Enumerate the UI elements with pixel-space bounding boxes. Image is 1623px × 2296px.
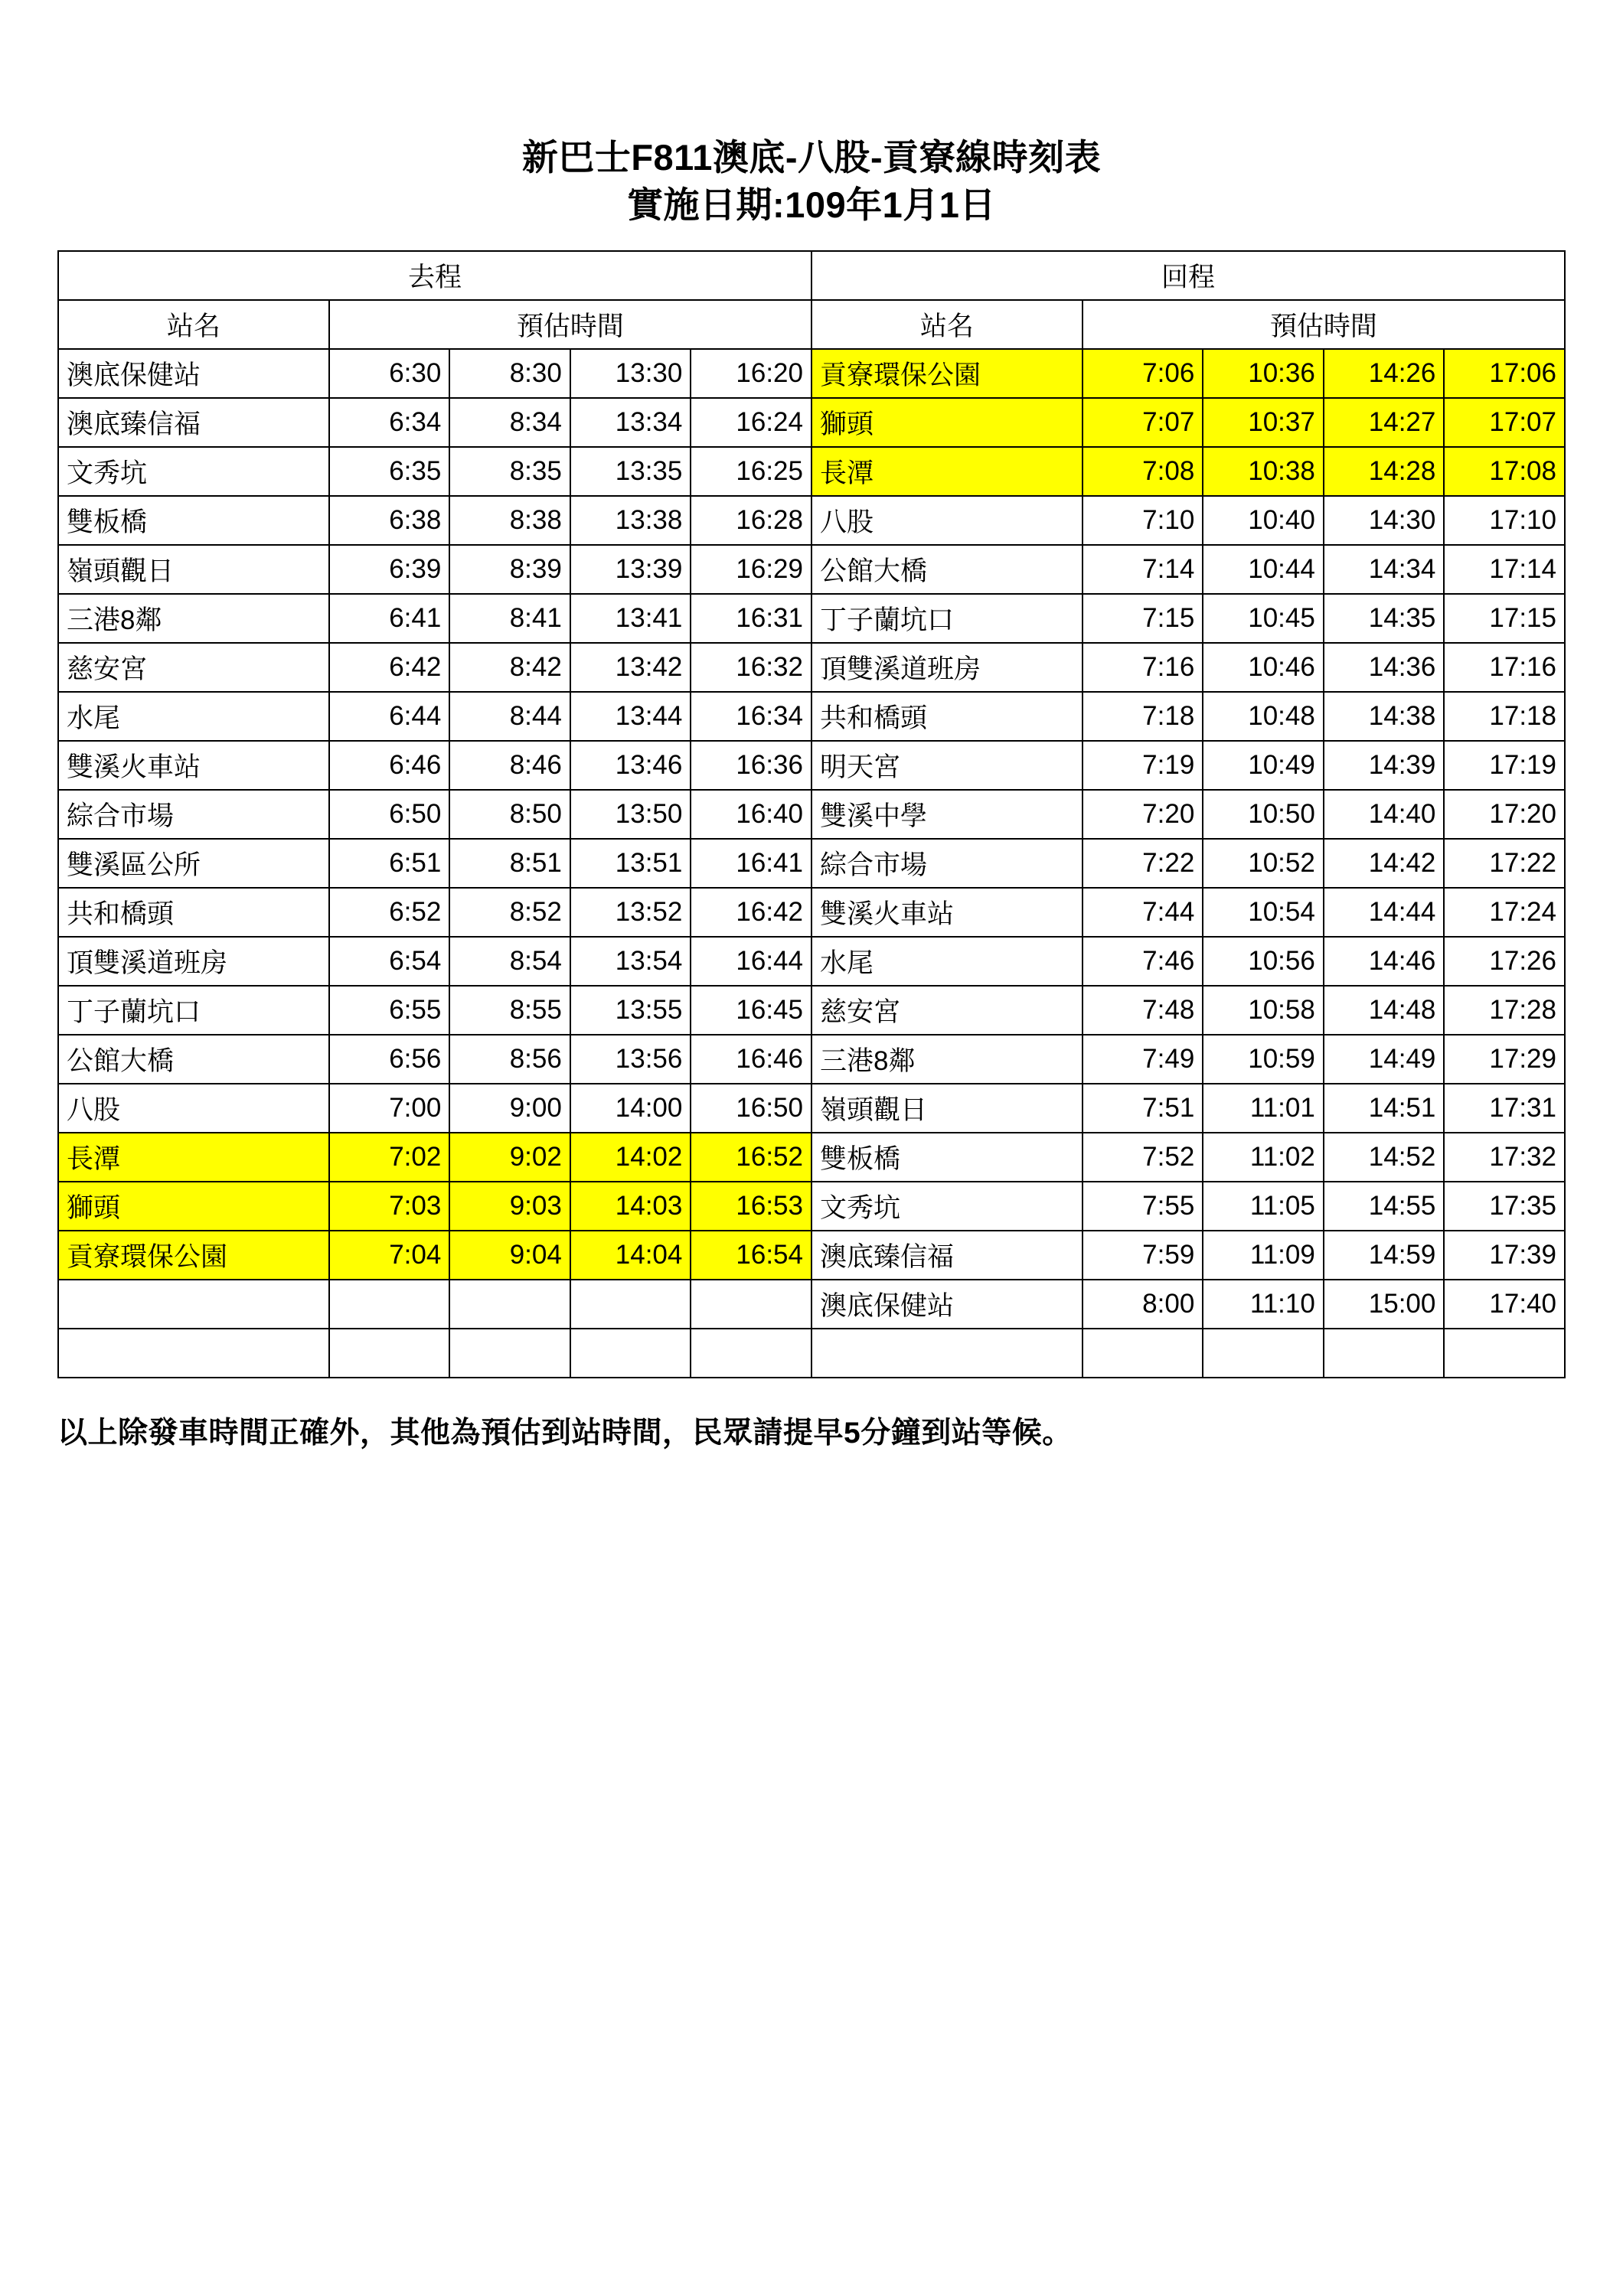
departure-time-inbound: 17:15 bbox=[1444, 594, 1565, 643]
departure-time-outbound: 14:00 bbox=[570, 1084, 691, 1133]
table-row bbox=[58, 643, 1565, 692]
stop-name-inbound bbox=[812, 1329, 1083, 1378]
departure-time-inbound bbox=[1324, 1329, 1445, 1378]
table-row bbox=[58, 594, 1565, 643]
departure-time-inbound: 7:08 bbox=[1083, 447, 1203, 496]
departure-time-inbound: 7:19 bbox=[1083, 741, 1203, 790]
stop-name-inbound: 獅頭 bbox=[812, 398, 1083, 447]
table-row bbox=[58, 447, 1565, 496]
table-row bbox=[58, 398, 1565, 447]
departure-time-outbound: 9:04 bbox=[449, 1231, 570, 1280]
departure-time-outbound: 16:53 bbox=[691, 1182, 812, 1231]
table-row bbox=[58, 1182, 1565, 1231]
departure-time-outbound: 16:25 bbox=[691, 447, 812, 496]
departure-time-outbound: 13:50 bbox=[570, 790, 691, 839]
departure-time-outbound: 8:55 bbox=[449, 986, 570, 1035]
departure-time-inbound: 11:10 bbox=[1203, 1280, 1324, 1329]
stop-name-inbound: 頂雙溪道班房 bbox=[812, 643, 1083, 692]
table-row bbox=[58, 741, 1565, 790]
departure-time-outbound: 6:51 bbox=[329, 839, 450, 888]
departure-time-outbound: 13:55 bbox=[570, 986, 691, 1035]
stop-name-outbound: 貢寮環保公園 bbox=[58, 1231, 329, 1280]
departure-time-inbound: 8:00 bbox=[1083, 1280, 1203, 1329]
departure-time-outbound: 14:02 bbox=[570, 1133, 691, 1182]
departure-time-inbound: 17:22 bbox=[1444, 839, 1565, 888]
stop-name-outbound: 雙溪火車站 bbox=[58, 741, 329, 790]
departure-time-outbound: 13:41 bbox=[570, 594, 691, 643]
departure-time-outbound: 6:50 bbox=[329, 790, 450, 839]
departure-time-outbound: 13:52 bbox=[570, 888, 691, 937]
departure-time-inbound: 7:55 bbox=[1083, 1182, 1203, 1231]
departure-time-inbound: 17:39 bbox=[1444, 1231, 1565, 1280]
departure-time-outbound: 16:31 bbox=[691, 594, 812, 643]
departure-time-outbound: 7:00 bbox=[329, 1084, 450, 1133]
departure-time-inbound: 14:51 bbox=[1324, 1084, 1445, 1133]
col-header-time-inbound: 預估時間 bbox=[1083, 300, 1565, 349]
departure-time-inbound: 10:44 bbox=[1203, 545, 1324, 594]
departure-time-outbound: 7:02 bbox=[329, 1133, 450, 1182]
departure-time-inbound: 10:49 bbox=[1203, 741, 1324, 790]
stop-name-inbound: 慈安宮 bbox=[812, 986, 1083, 1035]
stop-name-outbound: 嶺頭觀日 bbox=[58, 545, 329, 594]
stop-name-outbound: 丁子蘭坑口 bbox=[58, 986, 329, 1035]
departure-time-inbound bbox=[1203, 1329, 1324, 1378]
departure-time-outbound: 6:39 bbox=[329, 545, 450, 594]
departure-time-inbound: 17:32 bbox=[1444, 1133, 1565, 1182]
departure-time-inbound: 7:16 bbox=[1083, 643, 1203, 692]
departure-time-outbound: 8:56 bbox=[449, 1035, 570, 1084]
departure-time-inbound: 10:54 bbox=[1203, 888, 1324, 937]
stop-name-outbound bbox=[58, 1280, 329, 1329]
departure-time-outbound: 6:35 bbox=[329, 447, 450, 496]
table-row bbox=[58, 1035, 1565, 1084]
stop-name-outbound: 長潭 bbox=[58, 1133, 329, 1182]
departure-time-inbound: 7:07 bbox=[1083, 398, 1203, 447]
departure-time-inbound: 14:26 bbox=[1324, 349, 1445, 398]
departure-time-outbound: 6:56 bbox=[329, 1035, 450, 1084]
departure-time-inbound bbox=[1444, 1329, 1565, 1378]
table-row bbox=[58, 692, 1565, 741]
table-row bbox=[58, 839, 1565, 888]
departure-time-outbound: 8:51 bbox=[449, 839, 570, 888]
departure-time-outbound: 9:00 bbox=[449, 1084, 570, 1133]
stop-name-inbound: 共和橋頭 bbox=[812, 692, 1083, 741]
departure-time-outbound: 16:50 bbox=[691, 1084, 812, 1133]
table-row bbox=[58, 349, 1565, 398]
departure-time-inbound: 10:58 bbox=[1203, 986, 1324, 1035]
stop-name-inbound: 八股 bbox=[812, 496, 1083, 545]
departure-time-inbound: 17:20 bbox=[1444, 790, 1565, 839]
departure-time-inbound: 14:46 bbox=[1324, 937, 1445, 986]
departure-time-inbound: 14:34 bbox=[1324, 545, 1445, 594]
stop-name-outbound: 慈安宮 bbox=[58, 643, 329, 692]
departure-time-inbound: 14:39 bbox=[1324, 741, 1445, 790]
departure-time-outbound: 13:34 bbox=[570, 398, 691, 447]
departure-time-inbound: 17:14 bbox=[1444, 545, 1565, 594]
stop-name-outbound: 文秀坑 bbox=[58, 447, 329, 496]
departure-time-inbound: 17:40 bbox=[1444, 1280, 1565, 1329]
departure-time-inbound: 7:52 bbox=[1083, 1133, 1203, 1182]
stop-name-inbound: 丁子蘭坑口 bbox=[812, 594, 1083, 643]
departure-time-outbound: 13:56 bbox=[570, 1035, 691, 1084]
departure-time-inbound: 15:00 bbox=[1324, 1280, 1445, 1329]
departure-time-inbound: 14:28 bbox=[1324, 447, 1445, 496]
departure-time-outbound: 14:03 bbox=[570, 1182, 691, 1231]
departure-time-inbound: 7:06 bbox=[1083, 349, 1203, 398]
departure-time-outbound: 16:28 bbox=[691, 496, 812, 545]
departure-time-inbound: 10:59 bbox=[1203, 1035, 1324, 1084]
departure-time-outbound: 7:03 bbox=[329, 1182, 450, 1231]
departure-time-outbound: 13:35 bbox=[570, 447, 691, 496]
stop-name-outbound: 澳底臻信福 bbox=[58, 398, 329, 447]
col-header-stop-outbound: 站名 bbox=[58, 300, 329, 349]
departure-time-inbound: 17:06 bbox=[1444, 349, 1565, 398]
stop-name-inbound: 文秀坑 bbox=[812, 1182, 1083, 1231]
departure-time-outbound: 6:44 bbox=[329, 692, 450, 741]
departure-time-outbound: 8:44 bbox=[449, 692, 570, 741]
stop-name-inbound: 綜合市場 bbox=[812, 839, 1083, 888]
departure-time-inbound: 17:19 bbox=[1444, 741, 1565, 790]
departure-time-outbound: 16:24 bbox=[691, 398, 812, 447]
departure-time-outbound: 8:35 bbox=[449, 447, 570, 496]
departure-time-outbound: 13:44 bbox=[570, 692, 691, 741]
departure-time-inbound: 7:49 bbox=[1083, 1035, 1203, 1084]
departure-time-outbound: 6:46 bbox=[329, 741, 450, 790]
departure-time-inbound: 7:10 bbox=[1083, 496, 1203, 545]
departure-time-outbound bbox=[691, 1329, 812, 1378]
departure-time-outbound bbox=[570, 1280, 691, 1329]
footnote: 以上除發車時間正確外，其他為預估到站時間，民眾請提早5分鐘到站等候。 bbox=[57, 1417, 1073, 1450]
stop-name-inbound: 澳底保健站 bbox=[812, 1280, 1083, 1329]
departure-time-inbound: 17:07 bbox=[1444, 398, 1565, 447]
departure-time-inbound: 14:30 bbox=[1324, 496, 1445, 545]
departure-time-outbound: 8:52 bbox=[449, 888, 570, 937]
departure-time-outbound: 13:38 bbox=[570, 496, 691, 545]
departure-time-outbound bbox=[449, 1280, 570, 1329]
departure-time-outbound: 14:04 bbox=[570, 1231, 691, 1280]
departure-time-inbound: 11:09 bbox=[1203, 1231, 1324, 1280]
departure-time-inbound: 7:51 bbox=[1083, 1084, 1203, 1133]
departure-time-inbound: 10:37 bbox=[1203, 398, 1324, 447]
departure-time-outbound: 16:52 bbox=[691, 1133, 812, 1182]
stop-name-inbound: 貢寮環保公園 bbox=[812, 349, 1083, 398]
departure-time-inbound: 17:31 bbox=[1444, 1084, 1565, 1133]
departure-time-inbound: 10:50 bbox=[1203, 790, 1324, 839]
table-row bbox=[58, 1084, 1565, 1133]
departure-time-inbound: 17:18 bbox=[1444, 692, 1565, 741]
departure-time-outbound: 8:42 bbox=[449, 643, 570, 692]
stop-name-outbound: 綜合市場 bbox=[58, 790, 329, 839]
stop-name-inbound: 雙溪火車站 bbox=[812, 888, 1083, 937]
departure-time-inbound: 10:40 bbox=[1203, 496, 1324, 545]
departure-time-inbound: 7:15 bbox=[1083, 594, 1203, 643]
timetable-wrap bbox=[57, 250, 1566, 1378]
departure-time-inbound: 7:14 bbox=[1083, 545, 1203, 594]
col-header-stop-inbound: 站名 bbox=[812, 300, 1083, 349]
stop-name-outbound: 三港8鄰 bbox=[58, 594, 329, 643]
departure-time-inbound: 10:48 bbox=[1203, 692, 1324, 741]
table-row bbox=[58, 1280, 1565, 1329]
departure-time-inbound: 10:46 bbox=[1203, 643, 1324, 692]
departure-time-inbound: 11:01 bbox=[1203, 1084, 1324, 1133]
departure-time-outbound: 13:42 bbox=[570, 643, 691, 692]
departure-time-inbound: 10:38 bbox=[1203, 447, 1324, 496]
departure-time-inbound: 14:59 bbox=[1324, 1231, 1445, 1280]
stop-name-outbound bbox=[58, 1329, 329, 1378]
departure-time-outbound: 16:36 bbox=[691, 741, 812, 790]
col-header-time-outbound: 預估時間 bbox=[329, 300, 812, 349]
departure-time-outbound: 8:46 bbox=[449, 741, 570, 790]
timetable bbox=[57, 250, 1566, 1378]
table-row bbox=[58, 1329, 1565, 1378]
departure-time-outbound: 9:03 bbox=[449, 1182, 570, 1231]
departure-time-outbound: 6:52 bbox=[329, 888, 450, 937]
departure-time-inbound: 10:36 bbox=[1203, 349, 1324, 398]
departure-time-outbound: 7:04 bbox=[329, 1231, 450, 1280]
departure-time-outbound bbox=[691, 1280, 812, 1329]
departure-time-inbound: 7:59 bbox=[1083, 1231, 1203, 1280]
table-row bbox=[58, 986, 1565, 1035]
departure-time-inbound: 7:20 bbox=[1083, 790, 1203, 839]
departure-time-inbound: 14:36 bbox=[1324, 643, 1445, 692]
stop-name-inbound: 水尾 bbox=[812, 937, 1083, 986]
departure-time-outbound: 16:20 bbox=[691, 349, 812, 398]
group-header-inbound: 回程 bbox=[812, 251, 1565, 300]
table-row bbox=[58, 790, 1565, 839]
title-block bbox=[0, 0, 1623, 229]
stop-name-outbound: 水尾 bbox=[58, 692, 329, 741]
departure-time-outbound: 13:39 bbox=[570, 545, 691, 594]
departure-time-inbound: 14:48 bbox=[1324, 986, 1445, 1035]
departure-time-outbound: 16:44 bbox=[691, 937, 812, 986]
departure-time-inbound: 14:49 bbox=[1324, 1035, 1445, 1084]
table-row bbox=[58, 937, 1565, 986]
departure-time-inbound bbox=[1083, 1329, 1203, 1378]
departure-time-inbound: 17:28 bbox=[1444, 986, 1565, 1035]
departure-time-outbound: 8:30 bbox=[449, 349, 570, 398]
departure-time-inbound: 14:52 bbox=[1324, 1133, 1445, 1182]
departure-time-inbound: 7:22 bbox=[1083, 839, 1203, 888]
table-row bbox=[58, 1133, 1565, 1182]
departure-time-outbound: 8:54 bbox=[449, 937, 570, 986]
effective-date: 實施日期:109年1月1日 bbox=[627, 184, 996, 226]
departure-time-inbound: 14:42 bbox=[1324, 839, 1445, 888]
departure-time-inbound: 10:56 bbox=[1203, 937, 1324, 986]
departure-time-outbound: 6:55 bbox=[329, 986, 450, 1035]
departure-time-outbound: 16:41 bbox=[691, 839, 812, 888]
departure-time-outbound: 6:42 bbox=[329, 643, 450, 692]
departure-time-outbound: 16:54 bbox=[691, 1231, 812, 1280]
departure-time-inbound: 17:26 bbox=[1444, 937, 1565, 986]
stop-name-outbound: 澳底保健站 bbox=[58, 349, 329, 398]
departure-time-outbound: 13:54 bbox=[570, 937, 691, 986]
stop-name-inbound: 雙板橋 bbox=[812, 1133, 1083, 1182]
departure-time-outbound: 16:34 bbox=[691, 692, 812, 741]
departure-time-inbound: 14:40 bbox=[1324, 790, 1445, 839]
departure-time-inbound: 14:35 bbox=[1324, 594, 1445, 643]
stop-name-inbound: 明天宮 bbox=[812, 741, 1083, 790]
departure-time-outbound: 13:51 bbox=[570, 839, 691, 888]
departure-time-outbound bbox=[329, 1280, 450, 1329]
departure-time-outbound: 6:30 bbox=[329, 349, 450, 398]
stop-name-outbound: 公館大橋 bbox=[58, 1035, 329, 1084]
stop-name-inbound: 公館大橋 bbox=[812, 545, 1083, 594]
departure-time-outbound: 16:29 bbox=[691, 545, 812, 594]
departure-time-outbound: 13:30 bbox=[570, 349, 691, 398]
stop-name-outbound: 共和橋頭 bbox=[58, 888, 329, 937]
group-header-outbound: 去程 bbox=[58, 251, 812, 300]
stop-name-outbound: 頂雙溪道班房 bbox=[58, 937, 329, 986]
departure-time-outbound: 8:34 bbox=[449, 398, 570, 447]
departure-time-inbound: 7:48 bbox=[1083, 986, 1203, 1035]
departure-time-inbound: 14:27 bbox=[1324, 398, 1445, 447]
departure-time-inbound: 10:52 bbox=[1203, 839, 1324, 888]
departure-time-outbound: 16:32 bbox=[691, 643, 812, 692]
departure-time-outbound: 6:54 bbox=[329, 937, 450, 986]
departure-time-inbound: 17:08 bbox=[1444, 447, 1565, 496]
departure-time-outbound: 16:45 bbox=[691, 986, 812, 1035]
departure-time-outbound: 16:42 bbox=[691, 888, 812, 937]
departure-time-inbound: 14:44 bbox=[1324, 888, 1445, 937]
table-row bbox=[58, 545, 1565, 594]
departure-time-outbound: 8:38 bbox=[449, 496, 570, 545]
departure-time-inbound: 17:35 bbox=[1444, 1182, 1565, 1231]
table-row bbox=[58, 496, 1565, 545]
stop-name-outbound: 雙板橋 bbox=[58, 496, 329, 545]
page-title: 新巴士F811澳底-八股-貢寮線時刻表 bbox=[521, 137, 1102, 178]
stop-name-inbound: 雙溪中學 bbox=[812, 790, 1083, 839]
departure-time-outbound: 6:38 bbox=[329, 496, 450, 545]
departure-time-outbound bbox=[449, 1329, 570, 1378]
stop-name-inbound: 嶺頭觀日 bbox=[812, 1084, 1083, 1133]
stop-name-inbound: 澳底臻信福 bbox=[812, 1231, 1083, 1280]
stop-name-inbound: 長潭 bbox=[812, 447, 1083, 496]
departure-time-outbound: 16:40 bbox=[691, 790, 812, 839]
departure-time-outbound bbox=[570, 1329, 691, 1378]
departure-time-inbound: 7:46 bbox=[1083, 937, 1203, 986]
stop-name-inbound: 三港8鄰 bbox=[812, 1035, 1083, 1084]
departure-time-inbound: 17:10 bbox=[1444, 496, 1565, 545]
departure-time-outbound bbox=[329, 1329, 450, 1378]
departure-time-outbound: 13:46 bbox=[570, 741, 691, 790]
sub-header-row bbox=[58, 300, 1565, 349]
departure-time-outbound: 8:50 bbox=[449, 790, 570, 839]
departure-time-outbound: 16:46 bbox=[691, 1035, 812, 1084]
departure-time-inbound: 11:02 bbox=[1203, 1133, 1324, 1182]
departure-time-outbound: 8:39 bbox=[449, 545, 570, 594]
departure-time-inbound: 17:16 bbox=[1444, 643, 1565, 692]
table-row bbox=[58, 888, 1565, 937]
departure-time-outbound: 8:41 bbox=[449, 594, 570, 643]
departure-time-outbound: 6:41 bbox=[329, 594, 450, 643]
departure-time-inbound: 7:18 bbox=[1083, 692, 1203, 741]
departure-time-outbound: 6:34 bbox=[329, 398, 450, 447]
departure-time-inbound: 14:38 bbox=[1324, 692, 1445, 741]
departure-time-inbound: 11:05 bbox=[1203, 1182, 1324, 1231]
departure-time-inbound: 17:29 bbox=[1444, 1035, 1565, 1084]
table-row bbox=[58, 1231, 1565, 1280]
departure-time-inbound: 10:45 bbox=[1203, 594, 1324, 643]
stop-name-outbound: 八股 bbox=[58, 1084, 329, 1133]
stop-name-outbound: 獅頭 bbox=[58, 1182, 329, 1231]
departure-time-inbound: 17:24 bbox=[1444, 888, 1565, 937]
stop-name-outbound: 雙溪區公所 bbox=[58, 839, 329, 888]
group-header-row bbox=[58, 251, 1565, 300]
departure-time-inbound: 14:55 bbox=[1324, 1182, 1445, 1231]
departure-time-outbound: 9:02 bbox=[449, 1133, 570, 1182]
departure-time-inbound: 7:44 bbox=[1083, 888, 1203, 937]
